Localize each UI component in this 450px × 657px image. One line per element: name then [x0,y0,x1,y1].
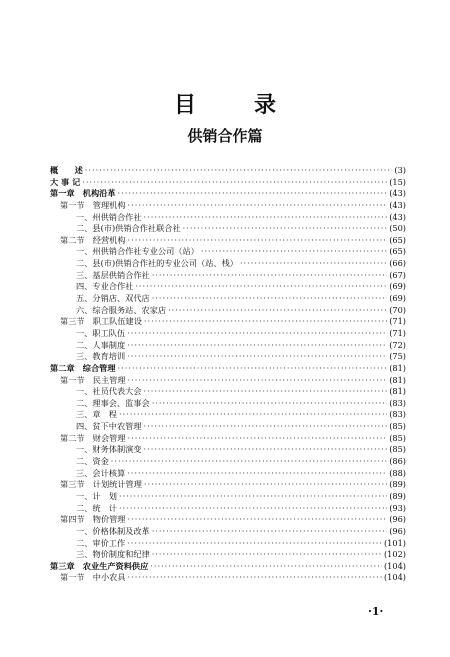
toc-entry-label: 第三章 农业生产资料供应 [50,560,149,571]
dot-leader [152,398,387,410]
toc-entry-page: (70) [389,304,406,315]
toc-entry[interactable] [50,340,406,352]
toc-entry-label: 概 述 [50,165,83,175]
toc-entry[interactable] [50,538,406,550]
table-of-contents [50,165,406,584]
toc-entry-page: (104) [383,560,406,571]
toc-entry-page: (83) [389,397,406,408]
toc-entry-page: (86) [389,456,406,467]
dot-leader [127,538,382,550]
toc-entry-page: (43) [389,199,406,210]
toc-entry[interactable] [50,468,406,480]
toc-entry-label: 第三节 计划统计管理 [60,479,142,490]
dot-leader [127,340,387,352]
toc-entry[interactable] [50,398,406,410]
toc-entry[interactable] [50,223,406,235]
toc-entry[interactable] [50,409,406,421]
toc-entry-label: 一、社员代表大会 [76,386,142,397]
dot-leader [152,549,382,561]
dot-leader [127,468,387,480]
toc-entry-page: (50) [389,223,406,234]
toc-entry-page: (71) [389,327,406,338]
toc-entry[interactable] [50,328,406,340]
toc-entry[interactable] [50,305,406,317]
toc-entry-page: (101) [383,537,406,548]
toc-entry-page: (81) [389,362,406,373]
toc-entry-page: (43) [389,188,406,199]
toc-entry-label: 一、州供销合作社 [76,211,142,222]
toc-entry-page: (89) [389,490,406,501]
page-subtitle: 供销合作篇 [187,127,263,145]
toc-entry-label: 二、统 计 [76,502,117,513]
dot-leader [119,409,387,421]
toc-entry[interactable] [50,212,406,224]
toc-entry-label: 第一节 中小农具 [60,572,126,583]
toc-entry[interactable] [50,375,406,387]
toc-entry-label: 第二章 综合管理 [50,362,116,373]
dot-leader [144,316,387,328]
toc-entry[interactable] [50,572,406,584]
toc-entry-label: 二、理事会、监事会 [76,397,150,408]
toc-entry[interactable] [50,479,406,491]
toc-entry-page: (69) [389,293,406,304]
dot-leader [240,258,387,270]
toc-entry-page: (3) [394,165,406,175]
dot-leader [152,293,387,305]
toc-entry-label: 三、基层供销合作社 [76,269,150,280]
dot-leader [127,328,387,340]
toc-entry-page: (83) [389,409,406,420]
dot-leader [82,177,387,189]
toc-entry-page: (85) [389,421,406,432]
page-number: ·1· [368,605,384,618]
dot-leader [128,375,388,387]
toc-entry-page: (104) [383,572,406,583]
page-title: 目 录 [173,93,294,118]
dot-leader [119,491,387,503]
toc-entry-label: 三、教育培训 [76,351,126,362]
toc-entry[interactable] [50,246,406,258]
dot-leader [144,479,387,491]
dot-leader [128,433,388,445]
toc-entry-label: 三、章 程 [76,409,117,420]
dot-leader [183,223,388,235]
toc-entry[interactable] [50,514,406,526]
dot-leader [144,444,388,456]
dot-leader [128,514,388,526]
toc-entry-page: (75) [389,351,406,362]
dot-leader [128,572,382,584]
toc-entry[interactable] [50,316,406,328]
toc-entry-label: 二、人事制度 [76,339,126,350]
dot-leader [128,235,388,247]
toc-entry-page: (102) [383,549,406,560]
toc-entry-page: (89) [389,479,406,490]
toc-entry-page: (81) [389,386,406,397]
toc-entry-page: (81) [389,374,406,385]
toc-entry[interactable] [50,491,406,503]
dot-leader [119,503,387,515]
toc-entry[interactable] [50,456,406,468]
toc-entry-page: (93) [389,502,406,513]
toc-entry[interactable] [50,270,406,282]
toc-entry-label: 三、物价制度和纪律 [76,549,150,560]
toc-entry-label: 四、专业合作社 [76,281,134,292]
toc-entry[interactable] [50,258,406,270]
toc-entry[interactable] [50,363,406,375]
toc-entry-label: 一、价格体制及改革 [76,525,150,536]
toc-entry[interactable] [50,386,406,398]
dot-leader [150,561,382,573]
toc-entry-label: 五、分销店、双代店 [76,293,150,304]
toc-entry-label: 二、审价工作 [76,537,126,548]
toc-entry[interactable] [50,433,406,445]
toc-entry-label: 四、贫下中农管理 [76,421,142,432]
toc-entry-label: 第一章 机构沿革 [50,188,116,199]
toc-entry-page: (85) [389,444,406,455]
dot-leader [168,305,387,317]
toc-entry[interactable] [50,421,406,433]
toc-entry[interactable] [50,503,406,515]
toc-entry-page: (96) [389,525,406,536]
dot-leader [135,281,387,293]
toc-entry-page: (72) [389,339,406,350]
toc-entry-page: (65) [389,246,406,257]
toc-entry[interactable] [50,293,406,305]
toc-entry[interactable] [50,200,406,212]
toc-entry[interactable] [50,177,406,189]
toc-entry-page: (65) [389,234,406,245]
toc-entry[interactable] [50,188,406,200]
toc-entry-page: (69) [389,281,406,292]
toc-entry-label: 第四节 物价管理 [60,514,126,525]
toc-entry-page: (85) [389,432,406,443]
toc-entry-page: (66) [389,258,406,269]
toc-entry-label: 二、县(市)供销合作社联合社 [76,223,181,234]
toc-entry-label: 一、州供销合作社专业公司（站） [76,246,199,257]
toc-entry-label: 二、资金 [76,456,109,467]
toc-entry-page: (67) [389,269,406,280]
toc-entry-label: 三、会计核算 [76,467,126,478]
toc-entry-label: 一、财务体制演变 [76,444,142,455]
toc-entry[interactable] [50,526,406,538]
dot-leader [152,270,387,282]
toc-entry-label: 六、综合服务站、农家店 [76,304,167,315]
toc-entry[interactable] [50,561,406,573]
toc-entry-page: (15) [389,176,406,187]
dot-leader [144,212,388,224]
dot-leader [144,421,388,433]
toc-entry[interactable] [50,235,406,247]
toc-entry[interactable] [50,549,406,561]
toc-entry-label: 第二节 财会管理 [60,432,126,443]
toc-entry[interactable] [50,351,406,363]
toc-entry-label: 第一节 民主管理 [60,374,126,385]
dot-leader [144,386,388,398]
dot-leader [128,200,388,212]
toc-entry-page: (96) [389,514,406,525]
toc-entry[interactable] [50,444,406,456]
toc-entry-page: (43) [389,211,406,222]
toc-entry-label: 大 事 记 [50,176,81,187]
dot-leader [85,165,393,177]
dot-leader [127,351,387,363]
dot-leader [152,526,387,538]
toc-entry[interactable] [50,165,406,177]
toc-entry-label: 一、计 划 [76,490,117,501]
toc-entry-label: 一、职工队伍 [76,327,126,338]
dot-leader [118,363,388,375]
toc-entry-label: 第二节 经营机构 [60,234,126,245]
dot-leader [201,246,387,258]
toc-entry-label: 第一节 管理机构 [60,199,126,210]
dot-leader [111,456,387,468]
toc-entry-label: 第三节 职工队伍建设 [60,316,142,327]
toc-entry-page: (88) [389,467,406,478]
toc-entry[interactable] [50,281,406,293]
dot-leader [118,188,388,200]
toc-entry-label: 二、县(市)供销合作社的专业公司（站、栈） [76,258,238,269]
toc-entry-page: (71) [389,316,406,327]
